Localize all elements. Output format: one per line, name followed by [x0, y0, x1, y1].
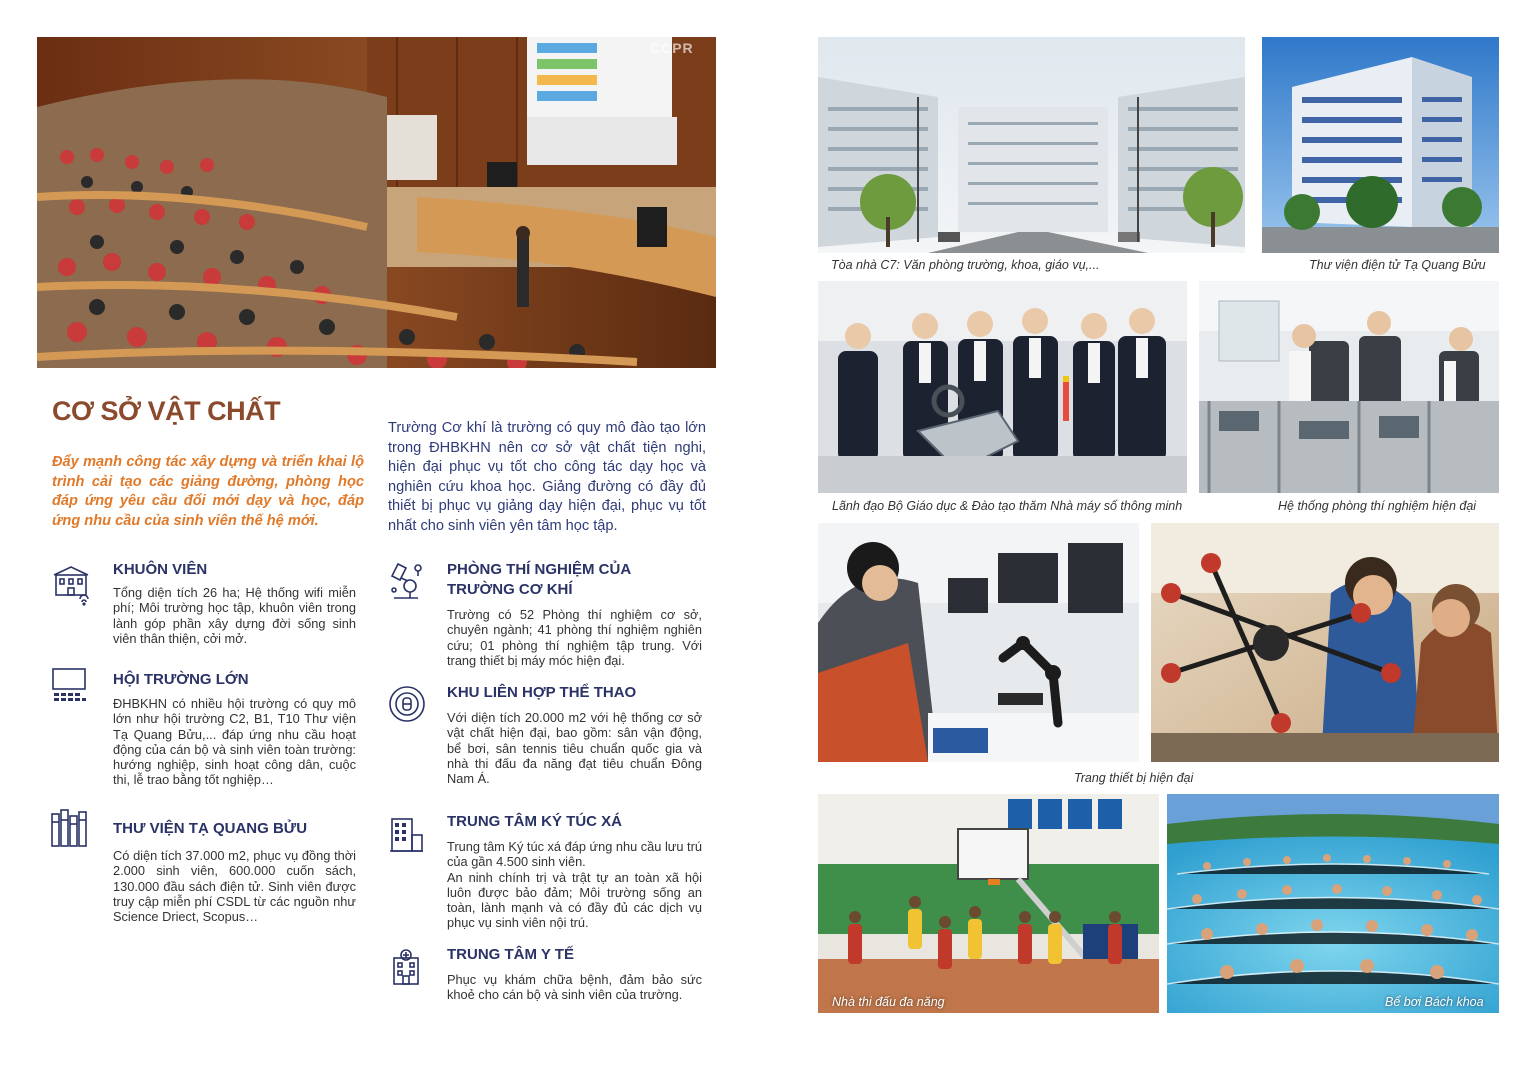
sports-hall-photo [818, 794, 1159, 1013]
swimming-pool-photo [1167, 794, 1499, 1013]
section-title-medical: TRUNG TÂM Y TẾ [447, 946, 574, 963]
lab-system-photo [1199, 281, 1499, 493]
section-body-medical: Phục vụ khám chữa bệnh, đảm bảo sức khoẻ cho cán bộ và sinh viên của trường. [447, 972, 702, 1003]
caption-c7-building: Tòa nhà C7: Văn phòng trường, khoa, giáo vụ,... [831, 258, 1100, 272]
section-title-sport: KHU LIÊN HỢP THỂ THAO [447, 684, 637, 701]
dormitory-icon [388, 815, 424, 853]
library-photo [1262, 37, 1499, 253]
section-body-lab: Trường có 52 Phòng thí nghiệm cơ sở, chuyên ngành; 41 phòng thí nghiệm nghiên cứu; 01 phòng thí nghiệm tập trung. Với trang thiết bị máy móc hiện đại. [447, 607, 702, 668]
intro-paragraph: Trường Cơ khí là trường có quy mô đào tạo lớn trong ĐHBKHN nên cơ sở vật chất tiện nghi, hiện đại phục vụ tốt cho công tác dạy học và nghiên cứu khoa học. Giảng đường có đầy đủ thiết bị phục vụ giảng dạy hiện đại, phục vụ tốt nhất cho sinh viên yên tâm học tập. [388, 420, 706, 534]
ministry-visit-photo [818, 281, 1187, 493]
section-body-hall: ĐHBKHN có nhiều hội trường có quy mô lớn như hội trường C2, B1, T10 Thư viện Tạ Quang Bửu,... đáp ứng nhu cầu hoạt động của cán bộ và sinh viên toàn trường: hướng nghiệp, sinh hoạt công dân, cuộc thi, lễ trao bằng tốt nghiệp… [113, 696, 356, 788]
campus-building-icon [50, 563, 92, 607]
drone-workshop-photo [1151, 523, 1499, 762]
sports-complex-icon [388, 685, 426, 723]
lead-paragraph: Đẩy mạnh công tác xây dựng và triển khai lộ trình cải tạo các giảng đường, phòng học đáp ứng yêu cầu đổi mới dạy và học, đáp ứng nhu cầu của sinh viên thế hệ mới. [52, 454, 364, 529]
library-books-icon [50, 808, 88, 848]
lecture-hall-icon [50, 667, 88, 703]
microscope-icon [388, 562, 424, 600]
caption-swimming-pool: Bể bơi Bách khoa [1385, 995, 1484, 1009]
section-title-lab: PHÒNG THÍ NGHIỆM CỦA TRƯỜNG CƠ KHÍ [447, 561, 631, 598]
caption-sports-hall: Nhà thi đấu đa năng [832, 995, 945, 1009]
section-body-library: Có diện tích 37.000 m2, phục vụ đồng thời 2.000 sinh viên, 600.000 cuốn sách, 130.000 đầu sách điện tử. Sinh viên được truy cập miễn phí CSDL từ các nguồn như Science Driect, Scopus… [113, 848, 356, 925]
robot-arm-lab-photo [818, 523, 1139, 762]
caption-ministry-visit: Lãnh đạo Bộ Giáo dục & Đào tạo thăm Nhà máy số thông minh [832, 499, 1183, 513]
caption-equipment: Trang thiết bị hiện đại [1074, 771, 1194, 785]
section-title-hall: HỘI TRƯỜNG LỚN [113, 671, 249, 688]
section-title-library: THƯ VIỆN TẠ QUANG BỬU [113, 820, 308, 837]
section-body-dorm: Trung tâm Ký túc xá đáp ứng nhu cầu lưu trú của gần 4.500 sinh viên. An ninh chính trị và trật tự an toàn xã hội luôn được bảo đảm; Môi trường sống an toàn, lành mạnh và có đầy đủ các dịch vụ phục vụ sinh viên nội trú. [447, 839, 702, 931]
section-title-dorm: TRUNG TÂM KÝ TÚC XÁ [447, 813, 622, 830]
section-title-campus: KHUÔN VIÊN [113, 561, 208, 578]
lecture-hall-photo [37, 37, 716, 368]
caption-lab-system: Hệ thống phòng thí nghiệm hiện đại [1278, 499, 1477, 513]
section-body-sport: Với diện tích 20.000 m2 với hệ thống cơ sở vật chất hiện đại, bao gồm: sân vận động, bể bơi, sân tennis tiêu chuẩn quốc gia và nhà thi đấu đa năng đạt tiêu chuẩn Đông Nam Á. [447, 710, 702, 787]
watermark-text: CCPR [650, 40, 694, 56]
c7-building-photo [818, 37, 1245, 253]
page-title: CƠ SỞ VẬT CHẤT [52, 396, 281, 426]
hospital-icon [388, 948, 424, 986]
caption-library: Thư viện điện tử Tạ Quang Bửu [1309, 258, 1486, 272]
section-body-campus: Tổng diện tích 26 ha; Hệ thống wifi miễn phí; Môi trường học tập, khuôn viên trong lành góp phần xây dựng đời sống sinh viên thân thiện, cởi mở. [113, 585, 356, 646]
